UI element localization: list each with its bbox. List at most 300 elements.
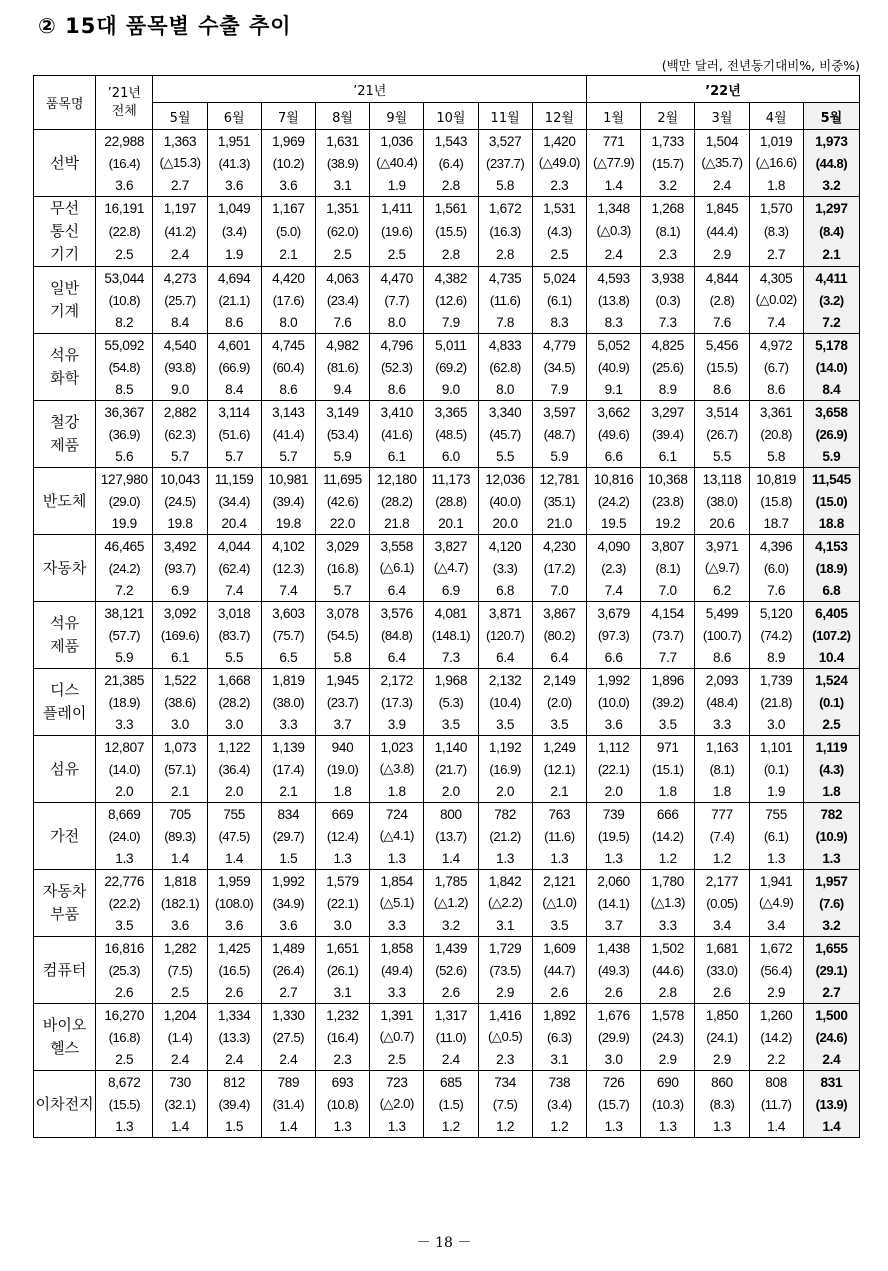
table-cell: 6.4	[478, 646, 532, 669]
table-cell: 7.0	[641, 579, 695, 602]
table-cell: 3,018	[207, 602, 261, 625]
table-cell: 3,658	[803, 401, 859, 424]
table-cell: 5.6	[96, 445, 153, 468]
table-cell: (14.0)	[803, 356, 859, 378]
table-cell: (83.7)	[207, 624, 261, 646]
table-cell: 4,411	[803, 267, 859, 290]
table-cell: 1,842	[478, 870, 532, 893]
table-cell: (107.2)	[803, 624, 859, 646]
table-cell: 1,073	[153, 736, 207, 759]
table-row	[34, 174, 860, 197]
table-row	[34, 468, 860, 491]
table-cell: 9.1	[587, 378, 641, 401]
table-cell: 3.2	[803, 914, 859, 937]
table-cell: (44.7)	[532, 959, 586, 981]
table-cell: 3.3	[370, 981, 424, 1004]
table-cell: 4,230	[532, 535, 586, 558]
table-cell: (2.0)	[532, 691, 586, 713]
table-cell: 1,780	[641, 870, 695, 893]
table-cell: 669	[315, 803, 369, 826]
table-cell: 763	[532, 803, 586, 826]
table-cell: 3.0	[315, 914, 369, 937]
table-cell: 1.9	[370, 174, 424, 197]
table-cell: (93.7)	[153, 557, 207, 579]
table-cell: 6.8	[803, 579, 859, 602]
table-cell: (56.4)	[749, 959, 803, 981]
table-row	[34, 736, 860, 759]
table-cell: 1,019	[749, 130, 803, 153]
table-cell: (49.6)	[587, 423, 641, 445]
table-cell: (15.5)	[96, 1093, 153, 1115]
table-cell: 3.5	[424, 713, 478, 736]
table-cell: 940	[315, 736, 369, 759]
table-cell: 3.6	[261, 174, 315, 197]
table-cell: 6.8	[478, 579, 532, 602]
table-row	[34, 535, 860, 558]
table-cell: (3.3)	[478, 557, 532, 579]
table-cell: 7.6	[749, 579, 803, 602]
table-cell: 16,270	[96, 1004, 153, 1027]
item-name	[34, 535, 96, 602]
table-cell: 1.3	[315, 847, 369, 870]
table-cell: (14.1)	[587, 892, 641, 914]
table-cell: (11.0)	[424, 1026, 478, 1048]
item-name-line: 이차전지	[35, 1094, 94, 1113]
header-month-2022: 1월	[587, 103, 641, 130]
table-cell: 8.6	[207, 311, 261, 334]
table-cell: (24.5)	[153, 490, 207, 512]
table-cell: (12.4)	[315, 825, 369, 847]
table-cell: (△0.02)	[749, 289, 803, 311]
table-row	[34, 512, 860, 535]
table-row	[34, 579, 860, 602]
table-cell: (24.0)	[96, 825, 153, 847]
table-cell: (△49.0)	[532, 152, 586, 174]
item-name	[34, 669, 96, 736]
table-row	[34, 423, 860, 445]
table-cell: 8.4	[153, 311, 207, 334]
table-cell: 693	[315, 1071, 369, 1094]
table-cell: 685	[424, 1071, 478, 1094]
table-cell: 5.7	[207, 445, 261, 468]
table-cell: (15.5)	[424, 220, 478, 243]
table-cell: 4,779	[532, 334, 586, 357]
table-cell: 19.5	[587, 512, 641, 535]
header-group-2021: ’21년	[153, 76, 587, 103]
table-cell: 7.9	[532, 378, 586, 401]
table-cell: 1.5	[207, 1115, 261, 1138]
table-cell: (7.4)	[695, 825, 749, 847]
table-cell: 971	[641, 736, 695, 759]
table-cell: (35.1)	[532, 490, 586, 512]
table-cell: (39.2)	[641, 691, 695, 713]
table-cell: (40.0)	[478, 490, 532, 512]
table-cell: 6.6	[587, 646, 641, 669]
table-cell: (10.8)	[315, 1093, 369, 1115]
table-cell: (10.9)	[803, 825, 859, 847]
item-name	[34, 870, 96, 937]
table-cell: 1.9	[207, 243, 261, 267]
table-cell: 1,192	[478, 736, 532, 759]
unit-note: (백만 달러, 전년동기대비%, 비중%)	[661, 58, 860, 73]
table-cell: 1,973	[803, 130, 859, 153]
page-number: － 18 －	[416, 1235, 472, 1251]
table-cell: (34.4)	[207, 490, 261, 512]
table-cell: 127,980	[96, 468, 153, 491]
table-cell: 7.2	[803, 311, 859, 334]
table-cell: 4,745	[261, 334, 315, 357]
table-cell: 7.2	[96, 579, 153, 602]
table-cell: (△1.0)	[532, 892, 586, 914]
item-name-line: 일반	[50, 279, 80, 297]
table-cell: 3,971	[695, 535, 749, 558]
table-cell: 6.2	[695, 579, 749, 602]
table-cell: 1,439	[424, 937, 478, 960]
table-cell: 7.6	[315, 311, 369, 334]
table-cell: 3.4	[749, 914, 803, 937]
table-row	[34, 1071, 860, 1094]
table-cell: 1.2	[424, 1115, 478, 1138]
table-cell: (16.4)	[315, 1026, 369, 1048]
table-cell: 1,504	[695, 130, 749, 153]
table-cell: 2.8	[424, 243, 478, 267]
table-cell: (80.2)	[532, 624, 586, 646]
table-cell: (120.7)	[478, 624, 532, 646]
table-cell: 1,992	[261, 870, 315, 893]
table-cell: 21.8	[370, 512, 424, 535]
table-cell: (△6.1)	[370, 557, 424, 579]
table-cell: (16.8)	[315, 557, 369, 579]
table-cell: (62.8)	[478, 356, 532, 378]
table-row	[34, 152, 860, 174]
table-cell: 1,992	[587, 669, 641, 692]
table-cell: 2.0	[478, 780, 532, 803]
table-cell: 724	[370, 803, 424, 826]
table-cell: 10.4	[803, 646, 859, 669]
table-cell: 3.6	[207, 174, 261, 197]
table-cell: (△1.2)	[424, 892, 478, 914]
table-cell: 7.0	[532, 579, 586, 602]
table-cell: 2.5	[532, 243, 586, 267]
table-cell: 1,531	[532, 197, 586, 221]
table-cell: (41.4)	[261, 423, 315, 445]
table-cell: 22,988	[96, 130, 153, 153]
table-cell: 1,351	[315, 197, 369, 221]
table-cell: 7.4	[207, 579, 261, 602]
table-cell: 2.4	[207, 1048, 261, 1071]
table-cell: 1,578	[641, 1004, 695, 1027]
item-name	[34, 197, 96, 267]
table-cell: 2.1	[532, 780, 586, 803]
table-cell: 19.9	[96, 512, 153, 535]
table-cell: 20.6	[695, 512, 749, 535]
table-cell: 19.8	[261, 512, 315, 535]
table-cell: (73.7)	[641, 624, 695, 646]
table-cell: 3.4	[695, 914, 749, 937]
table-row	[34, 130, 860, 153]
table-cell: 1,391	[370, 1004, 424, 1027]
table-row	[34, 602, 860, 625]
table-cell: (25.7)	[153, 289, 207, 311]
table-row	[34, 847, 860, 870]
table-cell: 5.7	[315, 579, 369, 602]
table-cell: (89.3)	[153, 825, 207, 847]
table-cell: 2.5	[370, 243, 424, 267]
table-cell: 1.8	[803, 780, 859, 803]
table-cell: 5,456	[695, 334, 749, 357]
table-cell: 7.9	[424, 311, 478, 334]
table-cell: (39.4)	[207, 1093, 261, 1115]
table-cell: (169.6)	[153, 624, 207, 646]
table-cell: 3.5	[641, 713, 695, 736]
table-cell: 8.5	[96, 378, 153, 401]
table-cell: (41.6)	[370, 423, 424, 445]
table-cell: (4.3)	[532, 220, 586, 243]
table-cell: 11,159	[207, 468, 261, 491]
table-cell: (21.2)	[478, 825, 532, 847]
table-cell: 12,180	[370, 468, 424, 491]
table-cell: (23.7)	[315, 691, 369, 713]
item-name-line: 플레이	[42, 704, 87, 722]
table-cell: 3,114	[207, 401, 261, 424]
table-cell: 19.8	[153, 512, 207, 535]
table-cell: 1,543	[424, 130, 478, 153]
table-cell: (△77.9)	[587, 152, 641, 174]
table-cell: 5.9	[96, 646, 153, 669]
table-cell: 9.4	[315, 378, 369, 401]
table-cell: 3,871	[478, 602, 532, 625]
table-cell: 1.3	[96, 1115, 153, 1138]
table-cell: 789	[261, 1071, 315, 1094]
table-cell: 6.6	[587, 445, 641, 468]
table-cell: 5.9	[532, 445, 586, 468]
table-cell: 782	[803, 803, 859, 826]
table-cell: 2.6	[587, 981, 641, 1004]
table-row	[34, 669, 860, 692]
table-cell: (8.3)	[695, 1093, 749, 1115]
table-cell: 1,631	[315, 130, 369, 153]
table-cell: 1.8	[695, 780, 749, 803]
table-cell: 1.8	[641, 780, 695, 803]
table-cell: (25.6)	[641, 356, 695, 378]
table-cell: 3.1	[315, 174, 369, 197]
table-cell: 1,785	[424, 870, 478, 893]
table-row	[34, 289, 860, 311]
table-row	[34, 334, 860, 357]
table-cell: 8.4	[803, 378, 859, 401]
table-cell: (19.0)	[315, 758, 369, 780]
table-cell: 1,317	[424, 1004, 478, 1027]
table-cell: 4,044	[207, 535, 261, 558]
table-cell: 5,178	[803, 334, 859, 357]
table-cell: 2.9	[695, 1048, 749, 1071]
table-cell: 2.6	[424, 981, 478, 1004]
table-row	[34, 758, 860, 780]
table-cell: 1.3	[587, 847, 641, 870]
table-cell: 4,844	[695, 267, 749, 290]
table-cell: (66.9)	[207, 356, 261, 378]
table-cell: (14.0)	[96, 758, 153, 780]
table-cell: 1,969	[261, 130, 315, 153]
table-cell: 5.8	[315, 646, 369, 669]
table-cell: 2.7	[803, 981, 859, 1004]
table-cell: (13.8)	[587, 289, 641, 311]
table-cell: 1,500	[803, 1004, 859, 1027]
table-cell: 1,896	[641, 669, 695, 692]
table-cell: (3.4)	[532, 1093, 586, 1115]
table-cell: (148.1)	[424, 624, 478, 646]
table-cell: 2.3	[315, 1048, 369, 1071]
table-cell: (19.6)	[370, 220, 424, 243]
item-name	[34, 803, 96, 870]
table-cell: (36.4)	[207, 758, 261, 780]
table-cell: (62.3)	[153, 423, 207, 445]
table-cell: 800	[424, 803, 478, 826]
table-cell: (17.6)	[261, 289, 315, 311]
table-cell: 1,854	[370, 870, 424, 893]
table-cell: (△1.3)	[641, 892, 695, 914]
table-cell: 3,603	[261, 602, 315, 625]
table-cell: 1.4	[207, 847, 261, 870]
table-cell: 738	[532, 1071, 586, 1094]
table-row	[34, 311, 860, 334]
table-cell: 1,119	[803, 736, 859, 759]
table-cell: 5,011	[424, 334, 478, 357]
table-cell: 1,681	[695, 937, 749, 960]
table-cell: (12.6)	[424, 289, 478, 311]
table-cell: 2.5	[315, 243, 369, 267]
table-cell: 7.4	[749, 311, 803, 334]
table-cell: (51.6)	[207, 423, 261, 445]
table-cell: 10,819	[749, 468, 803, 491]
table-row	[34, 803, 860, 826]
table-cell: 1,733	[641, 130, 695, 153]
table-cell: 1,819	[261, 669, 315, 692]
table-cell: 690	[641, 1071, 695, 1094]
table-cell: (28.2)	[207, 691, 261, 713]
table-cell: 1,140	[424, 736, 478, 759]
table-cell: (1.5)	[424, 1093, 478, 1115]
table-cell: 3,527	[478, 130, 532, 153]
table-cell: (21.1)	[207, 289, 261, 311]
table-cell: 2.5	[803, 713, 859, 736]
item-name	[34, 937, 96, 1004]
table-cell: 3,078	[315, 602, 369, 625]
table-cell: 10,816	[587, 468, 641, 491]
table-cell: 1.8	[749, 174, 803, 197]
table-cell: 3,029	[315, 535, 369, 558]
table-cell: 10,043	[153, 468, 207, 491]
table-cell: (△2.0)	[370, 1093, 424, 1115]
table-cell: 1,850	[695, 1004, 749, 1027]
item-name-line: 선박	[50, 153, 80, 172]
table-cell: (△0.7)	[370, 1026, 424, 1048]
table-cell: 2,093	[695, 669, 749, 692]
table-cell: 1,420	[532, 130, 586, 153]
table-cell: 1,522	[153, 669, 207, 692]
table-cell: 1.4	[749, 1115, 803, 1138]
table-cell: 2.6	[532, 981, 586, 1004]
table-cell: 2.9	[695, 243, 749, 267]
table-cell: 1,197	[153, 197, 207, 221]
table-cell: 1,036	[370, 130, 424, 153]
table-cell: 4,102	[261, 535, 315, 558]
table-cell: 6.1	[153, 646, 207, 669]
table-cell: (26.9)	[803, 423, 859, 445]
table-cell: (20.8)	[749, 423, 803, 445]
table-cell: 2.5	[96, 1048, 153, 1071]
table-cell: 7.4	[587, 579, 641, 602]
table-cell: 8.4	[207, 378, 261, 401]
table-row	[34, 356, 860, 378]
table-cell: 3.3	[96, 713, 153, 736]
table-cell: (15.1)	[641, 758, 695, 780]
table-cell: (38.0)	[261, 691, 315, 713]
table-cell: 2.8	[641, 981, 695, 1004]
table-cell: 8.9	[641, 378, 695, 401]
table-cell: 8.3	[587, 311, 641, 334]
table-cell: 8.0	[370, 311, 424, 334]
table-cell: (23.8)	[641, 490, 695, 512]
table-cell: 5.7	[153, 445, 207, 468]
table-cell: 2.3	[641, 243, 695, 267]
table-cell: (29.7)	[261, 825, 315, 847]
table-cell: 1,112	[587, 736, 641, 759]
table-cell: 4,382	[424, 267, 478, 290]
table-cell: (23.4)	[315, 289, 369, 311]
table-cell: (15.8)	[749, 490, 803, 512]
table-cell: 1.4	[153, 1115, 207, 1138]
table-row	[34, 825, 860, 847]
table-cell: (7.6)	[803, 892, 859, 914]
table-cell: 2.3	[478, 1048, 532, 1071]
table-cell: 2.2	[749, 1048, 803, 1071]
header-annual-label: 전체	[111, 103, 137, 119]
table-cell: 5.8	[749, 445, 803, 468]
table-cell: 5,024	[532, 267, 586, 290]
table-cell: 1,167	[261, 197, 315, 221]
table-cell: (11.6)	[478, 289, 532, 311]
item-name-line: 바이오	[42, 1016, 87, 1034]
item-name	[34, 602, 96, 669]
table-cell: 1,959	[207, 870, 261, 893]
table-cell: 4,396	[749, 535, 803, 558]
table-cell: (8.3)	[749, 220, 803, 243]
table-cell: 5.5	[207, 646, 261, 669]
table-cell: 3,143	[261, 401, 315, 424]
table-cell: 6.4	[532, 646, 586, 669]
table-cell: 1.8	[315, 780, 369, 803]
table-cell: 3,514	[695, 401, 749, 424]
table-cell: 3.6	[587, 713, 641, 736]
table-cell: 1,425	[207, 937, 261, 960]
table-cell: 18.8	[803, 512, 859, 535]
table-cell: 1,334	[207, 1004, 261, 1027]
table-cell: 4,972	[749, 334, 803, 357]
header-month-2021: 7월	[261, 103, 315, 130]
table-cell: 705	[153, 803, 207, 826]
table-cell: 1.3	[695, 1115, 749, 1138]
table-cell: 4,735	[478, 267, 532, 290]
table-cell: 3.2	[803, 174, 859, 197]
table-cell: (34.5)	[532, 356, 586, 378]
table-cell: (52.3)	[370, 356, 424, 378]
table-cell: 1,282	[153, 937, 207, 960]
table-row	[34, 378, 860, 401]
table-cell: 19.2	[641, 512, 695, 535]
table-cell: (5.3)	[424, 691, 478, 713]
table-cell: 3.0	[587, 1048, 641, 1071]
